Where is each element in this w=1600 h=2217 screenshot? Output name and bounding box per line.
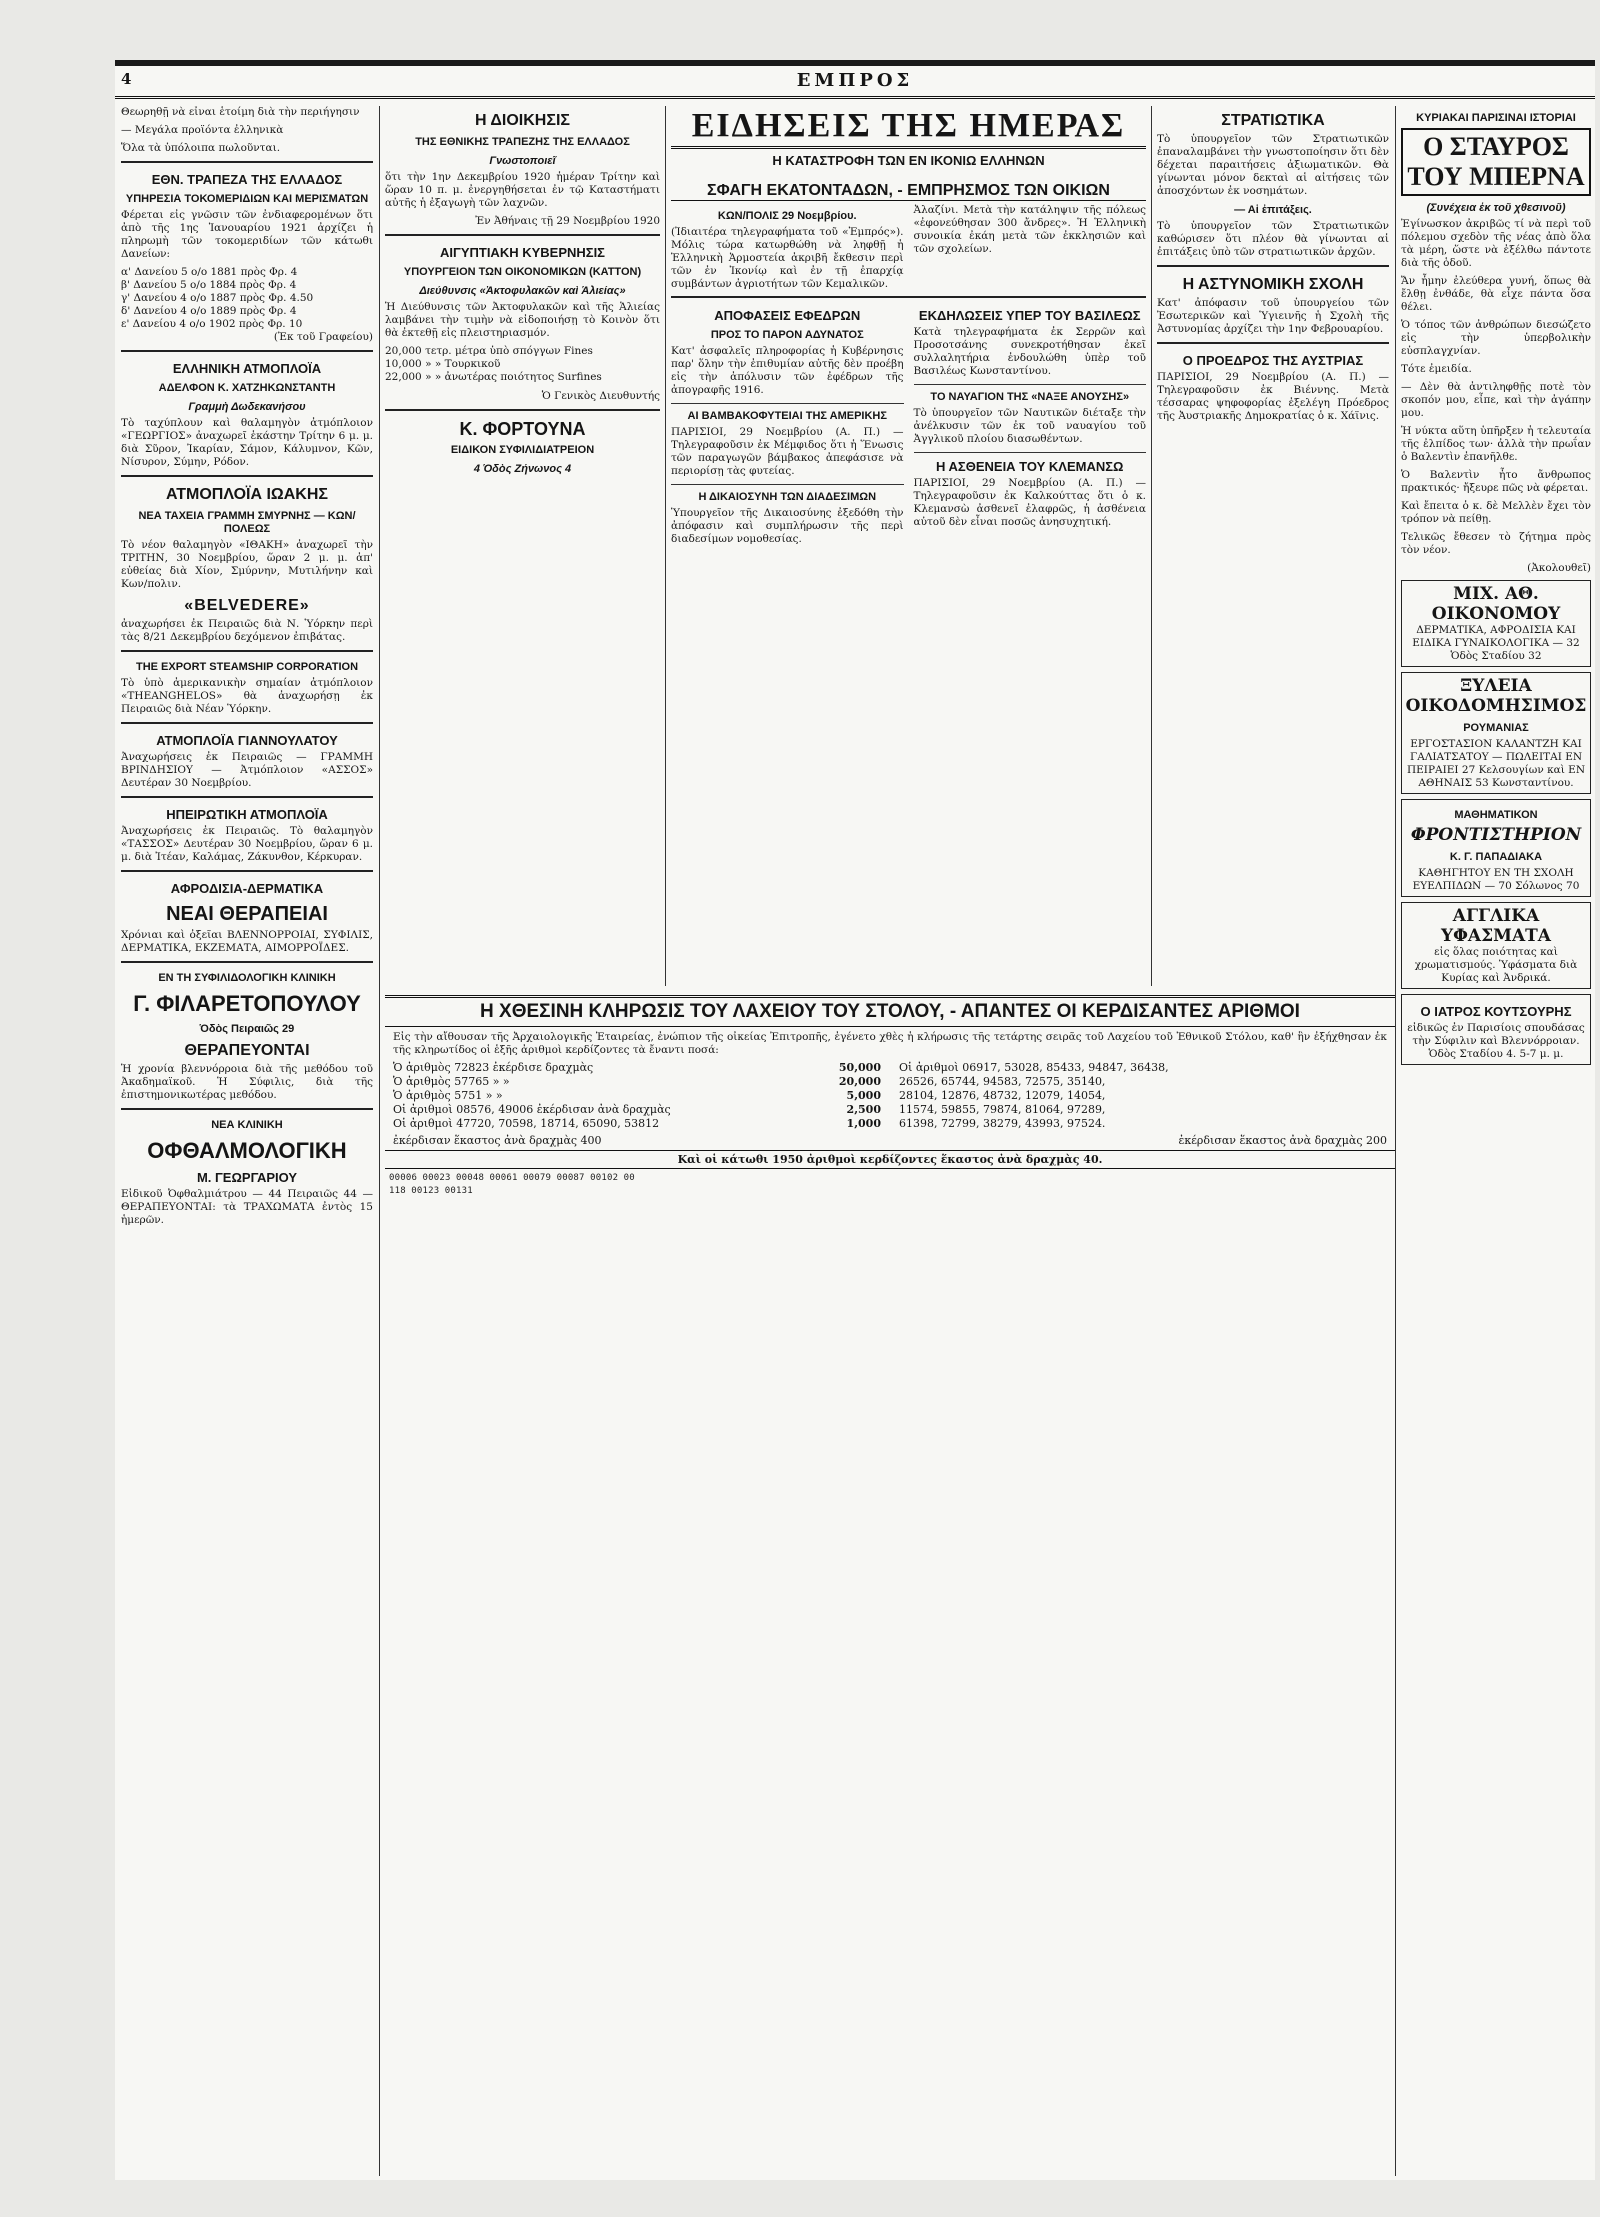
ad-wood — [1401, 672, 1591, 794]
ioakis-subtitle: ΝΕΑ ΤΑΧΕΙΑ ΓΡΑΜΜΗ ΣΜΥΡΝΗΣ — ΚΩΝ/ΠΟΛΕΩΣ — [138, 510, 356, 535]
newspaper-name: ΕΜΠΡΟΣ — [796, 70, 914, 91]
serial-paragraph: — Δὲν θὰ ἀντιληφθῇς ποτὲ τὸν σκοπόν μου, εἶπε, καὶ τὴν ἀγάπην μου. — [1401, 381, 1591, 419]
ad-math — [1401, 799, 1591, 897]
export-title: THE EXPORT STEAMSHIP CORPORATION — [135, 661, 359, 673]
egypt-list-item: 20,000 τετρ. μέτρα ὑπὸ σπόγγων Fines — [385, 345, 593, 357]
bank-title: ΕΘΝ. ΤΡΑΠΕΖΑ ΤΗΣ ΕΛΛΑΔΟΣ — [151, 172, 343, 187]
newspaper-page — [115, 60, 1595, 2180]
kleman-text: ΠΑΡΙΣΙΟΙ, 29 Νοεμβρίου (Α. Π.) — Τηλεγραφοῦσιν ἐκ Καλκούττας ὅτι ὁ κ. Κλεμανσὼ ἀσθενεῖ ἐλαφρῶς, ἡ ἀσθένεια αὐτοῦ δὲν εἶναι ποσῶς ἀνησυχητική. — [913, 477, 1146, 528]
doctor-text: εἰδικῶς ἐν Παρισίοις σπουδάσας τὴν Σύφιλιν καὶ Βλεννόρροιαν. Ὁδὸς Σταδίου 4. 5-7 μ. μ. — [1407, 1022, 1585, 1060]
strat-text: Τὸ ὑπουργεῖον τῶν Στρατιωτικῶν ἐπαναλαμβάνει τὴν γνωστοποίησιν ὅτι δὲν δέχεται παραιτήσεις ἀξιωματικῶν. Θὰ γίνωνται μόνον δεκταὶ αἱ αἰτήσεις τῶν ἀποσχόντων ἐκ νοσημάτων. — [1157, 133, 1389, 197]
doctor-title: Ο ΙΑΤΡΟΣ ΚΟΥΤΣΟΥΡΗΣ — [1420, 1004, 1572, 1019]
row-400: ἐκέρδισαν ἕκαστος ἀνὰ δραχμὰς 400 — [393, 1134, 602, 1147]
bank-list-item: δ' Δανείου 4 ο/ο 1889 πρὸς Φρ. 4 — [121, 305, 297, 317]
column-rule — [1395, 106, 1396, 2176]
math-text: ΚΑΘΗΓΗΤΟΥ ΕΝ ΤΗ ΣΧΟΛΗ ΕΥΕΛΠΙΔΩΝ — 70 Σόλωνος 70 — [1412, 867, 1580, 892]
justice-text: Ὑπουργεῖον τῆς Δικαιοσύνης ἐξεδόθη τὴν ἀπόφασιν καὶ συμπλήρωσιν τῆς περὶ διαδεσίμων νομοθεσίας. — [671, 507, 904, 545]
wood-subtitle: ΡΟΥΜΑΝΙΑΣ — [1463, 722, 1529, 734]
serial-paragraph: Ὁ Βαλεντὶν ἦτο ἄνθρωπος πρακτικός· ἤξευρε πῶς νὰ φέρεται. — [1401, 469, 1591, 494]
ophth-text: Εἰδικοῦ Ὀφθαλμιάτρου — 44 Πειραιῶς 44 — ΘΕΡΑΠΕΥΟΝΤΑΙ: τὰ ΤΡΑΧΩΜΑΤΑ ἐντὸς 15 ἡμερῶν. — [121, 1188, 373, 1226]
winning-numbers-grid — [389, 1172, 1391, 2072]
serial-head: ΚΥΡΙΑΚΑΙ ΠΑΡΙΣΙΝΑΙ ΙΣΤΟΡΙΑΙ — [1416, 112, 1576, 124]
column-2 — [385, 106, 660, 986]
serial-paragraph: Καὶ ἔπειτα ὁ κ. δὲ Μελλὲν ἔχει τὸν τρόπον νὰ πείθῃ. — [1401, 500, 1591, 525]
admin-head: Γνωστοποιεῖ — [489, 155, 556, 167]
slaughter-text: (Ἰδιαιτέρα τηλεγραφήματα τοῦ «Ἐμπρός»). Μόλις τώρα κατωρθώθη νὰ ληφθῇ ἡ Ἑλληνικὴ Ἁρμοστεία ἀκριβῆ ἔκθεσιν περὶ τῶν ἐν Ἰκονίῳ καὶ ἐν τῇ ἐπαρχίᾳ συμβάντων ἀγριοτήτων τῶν Κεμαλικῶν. — [671, 226, 904, 290]
clinic-name: Γ. ΦΙΛΑΡΕΤΟΠΟΥΛΟΥ — [133, 991, 361, 1016]
prize-row: Ὁ ἀριθμὸς 72823 ἐκέρδισε δραχμὰς 50,000 — [393, 1061, 881, 1074]
serial-paragraph: Ὁ τόπος τῶν ἀνθρώπων διεσώζετο εἰς τὴν ὑπερβολικὴν εὐσπλαγχνίαν. — [1401, 319, 1591, 357]
masthead — [115, 68, 1595, 99]
oik-text: ΔΕΡΜΑΤΙΚΑ, ΑΦΡΟΔΙΣΙΑ ΚΑΙ ΕΙΔΙΚΑ ΓΥΝΑΙΚΟΛΟΓΙΚΑ — 32 Ὁδὸς Σταδίου 32 — [1412, 624, 1580, 662]
fabric-title: ΑΓΓΛΙΚΑ ΥΦΑΣΜΑΤΑ — [1440, 906, 1551, 946]
intro-line: — Μεγάλα προϊόντα ἐλληνικὰ — [121, 124, 284, 136]
strat-text-2: Τὸ ὑπουργεῖον τῶν Στρατιωτικῶν καθώρισεν ὅτι πλέον θὰ γίνωνται αἱ ἐπιτάξεις ὑπὸ τῶν στρατιωτικῶν ἀρχῶν. — [1157, 220, 1389, 258]
clinic-text: Ἡ χρονία βλεννόρροια διὰ τῆς μεθόδου τοῦ Ἀκαδημαϊκοῦ. Ἡ Σύφιλις, διὰ τῆς ἐπιστημονικωτέρας μεθόδου. — [121, 1063, 373, 1101]
serial-continued: (Συνέχεια ἐκ τοῦ χθεσινοῦ) — [1426, 202, 1566, 214]
grid-number: 00131 — [444, 1185, 473, 1196]
clinic-address: Ὁδὸς Πειραιῶς 29 — [199, 1023, 295, 1035]
prize-number-line: 61398, 72799, 38279, 43993, 97524. — [899, 1117, 1106, 1130]
fortouna-subtitle: ΕΙΔΙΚΟΝ ΣΥΦΙΛΙΔΙΑΤΡΕΙΟΝ — [450, 444, 595, 456]
intro-line: Ὅλα τὰ ὑπόλοιπα πωλοῦνται. — [121, 142, 281, 154]
grid-number: 00079 — [523, 1173, 552, 1183]
decisions-text: Κατ' ἀσφαλεῖς πληροφορίας ἡ Κυβέρνησις παρ' ὅλην τὴν ἐπιθυμίαν αὐτῆς δὲν προέβη εἰς τὴν ἀπόλυσιν τῶν ἐφέδρων τῆς ἀπογραφῆς 1916. — [671, 345, 904, 396]
ipirot-title: ΗΠΕΙΡΩΤΙΚΗ ΑΤΜΟΠΛΟΪΑ — [166, 807, 328, 822]
strat-head: — Αἱ ἐπιτάξεις. — [1234, 204, 1312, 216]
column-rule — [665, 106, 666, 986]
news-banner-title: ΕΙΔΗΣΕΙΣ ΤΗΣ ΗΜΕΡΑΣ — [671, 106, 1146, 149]
giannoul-title: ΑΤΜΟΠΛΟΪΑ ΓΙΑΝΝΟΥΛΑΤΟΥ — [156, 733, 338, 748]
serial-paragraph: Ἄν ἦμην ἐλεύθερα γυνή, ὅπως θὰ ἔλθῃ ἐνθάδε, θὰ εἶχε πάντα ὅσα θέλει. — [1401, 275, 1591, 313]
wood-text: ΕΡΓΟΣΤΑΣΙΟΝ ΚΑΛΑΝΤΖΗ ΚΑΙ ΓΑΛΙΑΤΣΑΤΟΥ — ΠΩΛΕΙΤΑΙ ΕΝ ΠΕΙΡΑΙΕΙ 27 Κελσουγίων καὶ ΕΝ ΑΘΗΝΑΙΣ 53 Κωνσταντίνου. — [1406, 738, 1586, 789]
prize-left — [393, 1061, 881, 1131]
column-rule — [1151, 106, 1152, 986]
prize-row: Ὁ ἀριθμὸς 5751 » » 5,000 — [393, 1089, 881, 1102]
prize-number-line: 11574, 59855, 79874, 81064, 97289, — [899, 1103, 1106, 1116]
justice-title: Η ΔΙΚΑΙΟΣΥΝΗ ΤΩΝ ΔΙΑΔΕΣΙΜΩΝ — [698, 491, 877, 503]
bank-note: (Ἐκ τοῦ Γραφείου) — [273, 331, 373, 343]
serial-paragraph: Ἡ νύκτα αὕτη ὑπῆρξεν ἡ τελευταία τῆς ἐλπίδος των· ἀλλὰ τὴν πρωΐαν ὁ Βαλεντὶν ἐπανῆλθε. — [1401, 425, 1591, 463]
slaughter-date: ΚΩΝ/ΠΟΛΙΣ 29 Νοεμβρίου. — [717, 210, 857, 222]
intro-line: Θεωρηθῇ νὰ εἶναι ἑτοίμη διὰ τὴν περιήγησιν — [121, 106, 360, 118]
admin-title: Η ΔΙΟΙΚΗΣΙΣ — [475, 112, 570, 129]
column-1 — [121, 106, 373, 2176]
admin-date: Ἐν Ἀθήναις τῇ 29 Νοεμβρίου 1920 — [475, 215, 660, 227]
news-banner — [671, 106, 1146, 170]
police-title: Η ΑΣΤΥΝΟΜΙΚΗ ΣΧΟΛΗ — [1182, 276, 1364, 293]
column-3 — [671, 176, 1146, 986]
prize-row: Οἱ ἀριθμοὶ 47720, 70598, 18714, 65090, 53812 1,000 — [393, 1117, 881, 1130]
fortouna-address: 4 Ὁδὸς Ζήνωνος 4 — [473, 463, 572, 475]
serial-paragraph: Τελικῶς ἔθεσεν τὸ ζήτημα πρὸς τὸν νέον. — [1401, 531, 1591, 556]
grid-number: 00123 — [411, 1185, 440, 1196]
ipirot-text: Ἀναχωρήσεις ἐκ Πειραιῶς. Τὸ θαλαμηγὸν «ΤΑΣΣΟΣ» Δευτέραν 30 Νοεμβρίου, ὥραν 6 μ. μ. διὰ Ἰτέαν, Καλάμας, Ζάκυνθον, Κέρκυραν. — [121, 825, 373, 863]
prize-number-line: 28104, 12876, 48732, 12079, 14054, — [899, 1089, 1106, 1102]
serial-paragraph: Ἐγίνωσκον ἀκριβῶς τί νὰ περὶ τοῦ πόλεμου σχεδὸν τῆς νέας ἀπὸ ὅλα τὰ μέρη, ὥστε νὰ ἐξέλθω πάντοτε διὰ τῆς ὁδοῦ. — [1401, 218, 1591, 269]
column-4 — [1157, 106, 1389, 986]
bank-list-item: γ' Δανείου 4 ο/ο 1887 πρὸς Φρ. 4.50 — [121, 292, 314, 304]
grid-number: 00102 — [590, 1173, 619, 1183]
slaughter-title: ΣΦΑΓΗ ΕΚΑΤΟΝΤΑΔΩΝ, - ΕΜΠΡΗΣΜΟΣ ΤΩΝ ΟΙΚΙΩΝ — [671, 182, 1146, 201]
ellen-subtitle: ΑΔΕΛΦΟΝ Κ. ΧΑΤΖΗΚΩΝΣΤΑΝΤΗ — [158, 382, 336, 394]
ioakis-title: ΑΤΜΟΠΛΟΪΑ ΙΩΑΚΗΣ — [166, 486, 328, 503]
aphrod-text: Χρόνιαι καὶ ὀξεῖαι ΒΛΕΝΝΟΡΡΟΙΑΙ, ΣΥΦΙΛΙΣ, ΔΕΡΜΑΤΙΚΑ, ΕΚΖΕΜΑΤΑ, ΑΙΜΟΡΡΟΪΔΕΣ. — [121, 929, 373, 954]
export-text: Τὸ ὑπὸ ἀμερικανικὴν σημαίαν ἀτμόπλοιον «THEANGHELOS» θὰ ἀναχωρήσῃ ἐκ Πειραιῶς διὰ Νέαν Ὑόρκην. — [121, 677, 373, 715]
oik-name: ΜΙΧ. ΑΘ. ΟΙΚΟΝΟΜΟΥ — [1431, 584, 1561, 624]
lottery-bar: Καὶ οἱ κάτωθι 1950 ἀριθμοὶ κερδίζοντες ἕκαστος ἀνὰ δραχμὰς 40. — [385, 1150, 1395, 1169]
bank-list-item: α' Δανείου 5 ο/ο 1881 πρὸς Φρ. 4 — [121, 266, 298, 278]
serial-paragraph: Τότε ἐμειδία. — [1401, 363, 1472, 375]
grid-number: 00048 — [456, 1173, 485, 1183]
prize-row: Οἱ ἀριθμοὶ 08576, 49006 ἐκέρδισαν ἀνὰ δραχμὰς 2,500 — [393, 1103, 881, 1116]
clinic-headline: ΘΕΡΑΠΕΥΟΝΤΑΙ — [184, 1042, 310, 1059]
math-name: Κ. Γ. ΠΑΠΑΔΙΑΚΑ — [1449, 851, 1543, 863]
decisions-subtitle: ΠΡΟΣ ΤΟ ΠΑΡΟΝ ΑΔΥΝΑΤΟΣ — [710, 329, 864, 341]
prize-number-line: Οἱ ἀριθμοὶ 06917, 53028, 85433, 94847, 36438, — [899, 1061, 1169, 1074]
egypt-text: Ἡ Διεύθυνσις τῶν Ἀκτοφυλακῶν καὶ τῆς Ἁλιείας λαμβάνει τὴν τιμὴν νὰ εἰδοποιήσῃ τὸ Κοινὸν ὅτι θὰ ἐκτεθῇ εἰς πλειστηριασμόν. — [385, 301, 660, 339]
bank-list-item: ε' Δανείου 4 ο/ο 1902 πρὸς Φρ. 10 — [121, 318, 303, 330]
fortouna-name: Κ. ΦΟΡΤΟΥΝΑ — [459, 419, 586, 439]
lottery-section — [385, 995, 1395, 2175]
ellen-line: Γραμμὴ Δωδεκανήσου — [188, 401, 306, 413]
fabric-text: εἰς ὅλας ποιότητας καὶ χρωματισμούς. Ὑφάσματα διὰ Κυρίας καὶ Ἀνδρικά. — [1414, 946, 1578, 984]
grid-number: 00118 — [389, 1173, 635, 1196]
page-number: 4 — [121, 70, 132, 88]
aphrod-title: ΑΦΡΟΔΙΣΙΑ-ΔΕΡΜΑΤΙΚΑ — [170, 881, 324, 896]
news-banner-subtitle: Η ΚΑΤΑΣΤΡΟΦΗ ΤΩΝ ΕΝ ΙΚΟΝΙΩ ΕΛΛΗΝΩΝ — [772, 153, 1045, 168]
prize-right — [899, 1061, 1387, 1131]
kleman-title: Η ΑΣΘΕΝΕΙΑ ΤΟΥ ΚΛΕΜΑΝΣΩ — [936, 459, 1124, 474]
grid-number: 00023 — [422, 1173, 451, 1183]
scan-edge — [115, 60, 1595, 66]
giannoul-text: Ἀναχωρήσεις ἐκ Πειραιῶς — ΓΡΑΜΜΗ ΒΡΙΝΔΗΣΙΟΥ — Ἀτμόπλοιον «ΑΣΣΟΣ» Δευτέραν 30 Νοεμβρίου. — [121, 751, 373, 789]
cotton-text: ΠΑΡΙΣΙΟΙ, 29 Νοεμβρίου (Α. Π.) — Τηλεγραφοῦσιν ἐκ Μέμφιδος ὅτι ἡ Ἕνωσις τῶν παραγωγῶν βάμβακος ἀπεφάσισε νὰ περιορίσῃ τὰς φυτείας. — [671, 426, 904, 477]
bank-subtitle: ΥΠΗΡΕΣΙΑ ΤΟΚΟΜΕΡΙΔΙΩΝ ΚΑΙ ΜΕΡΙΣΜΑΤΩΝ — [125, 193, 369, 205]
bank-text: Φέρεται εἰς γνῶσιν τῶν ἐνδιαφερομένων ὅτι ἀπὸ τῆς 1ης Ἰανουαρίου 1921 ἀρχίζει ἡ πληρωμὴ τῶν τοκομεριδίων τῶν κάτωθι Δανείων: — [121, 209, 373, 260]
column-rule — [379, 106, 380, 2176]
ophth-headline: ΟΦΘΑΛΜΟΛΟΓΙΚΗ — [147, 1138, 347, 1163]
egypt-title: ΑΙΓΥΠΤΙΑΚΗ ΚΥΒΕΡΝΗΣΙΣ — [440, 245, 605, 260]
prize-number-line: 26526, 65744, 94583, 72575, 35140, — [899, 1075, 1106, 1088]
slaughter-text-2: Ἀλαζίνι. Μετὰ τὴν κατάληψιν τῆς πόλεως «ἐφονεύθησαν 300 ἄνδρες». Ἡ Ἑλληνικὴ συνοικία ἐκάη μετὰ τῶν ἐκκλησιῶν καὶ τῶν σχολείων. — [913, 204, 1146, 255]
ophth-name: Μ. ΓΕΩΡΓΑΡΙΟΥ — [196, 1170, 298, 1185]
belvedere-text: ἀναχωρήσει ἐκ Πειραιῶς διὰ Ν. Ὑόρκην περὶ τὰς 8/21 Δεκεμβρίου δεχόμενον ἐπιβάτας. — [121, 618, 373, 643]
aphrod-headline: ΝΕΑΙ ΘΕΡΑΠΕΙΑΙ — [166, 903, 328, 925]
egypt-sign: Ὁ Γενικὸς Διευθυντής — [541, 390, 660, 402]
navy-text: Τὸ ὑπουργεῖον τῶν Ναυτικῶν διέταξε τὴν ἀνέλκυσιν τῶν ἐκ τοῦ ναυαγίου τοῦ Ἀγγλικοῦ πλοίου διασωθέντων. — [913, 407, 1146, 445]
prize-table — [393, 1061, 1387, 1131]
egypt-head: Διεύθυνσις «Ἀκτοφυλακῶν καὶ Ἁλιείας» — [419, 285, 626, 297]
grid-number: 00006 — [389, 1173, 418, 1183]
admin-text: ὅτι τὴν 1ην Δεκεμβρίου 1920 ἡμέραν Τρίτην καὶ ὥραν 10 π. μ. ἐνεργηθήσεται ἐν τῷ Καταστήματι αὐτῆς ἡ ἐξαγωγὴ τῶν λαχνῶν. — [385, 171, 660, 209]
prize-row: Ὁ ἀριθμὸς 57765 » » 20,000 — [393, 1075, 881, 1088]
deleg-title: ΕΚΔΗΛΩΣΕΙΣ ΥΠΕΡ ΤΟΥ ΒΑΣΙΛΕΩΣ — [918, 308, 1141, 323]
strat-title: ΣΤΡΑΤΙΩΤΙΚΑ — [1221, 112, 1325, 129]
lottery-intro: Εἰς τὴν αἴθουσαν τῆς Ἀρχαιολογικῆς Ἑταιρείας, ἐνώπιον τῆς οἰκείας Ἐπιτροπῆς, ἐγένετο χθὲς ἡ κλήρωσις τῆς τετάρτης σειρᾶς τοῦ Λαχείου τοῦ Ἐθνικοῦ Στόλου, καθ' ἣν ἐξήχθησαν ἐκ τῆς κληρωτίδος οἱ ἑξῆς ἀριθμοὶ κερδίζοντες τὰ ἔναντι ποσά: — [393, 1031, 1387, 1056]
prize-subtotals — [393, 1134, 1387, 1147]
deleg-text: Κατὰ τηλεγραφήματα ἐκ Σερρῶν καὶ Προσοτσάνης συνεκροτήθησαν ἐκεῖ συλλαλητήρια ἐνδουλώθη ὑπὲρ τοῦ Βασιλέως Κωνσταντίνου. — [913, 326, 1146, 377]
ad-oikonomou — [1401, 580, 1591, 667]
ellen-text: Τὸ ταχύπλουν καὶ θαλαμηγὸν ἀτμόπλοιον «ΓΕΩΡΓΙΟΣ» ἀναχωρεῖ ἑκάστην Τρίτην 6 μ. μ. διὰ Σῦρον, Ἰκαρίαν, Σάμον, Κάλυμνον, Κῶν, Νίσυρον, Σύμην, Ρόδον. — [121, 417, 373, 468]
grid-number: 00061 — [489, 1173, 518, 1183]
egypt-list-item: 22,000 » » ἀνωτέρας ποιότητος Surfines — [385, 371, 602, 383]
ellen-title: ΕΛΛΗΝΙΚΗ ΑΤΜΟΠΛΟΪΑ — [172, 361, 322, 376]
row-200: ἐκέρδισαν ἕκαστος ἀνὰ δραχμὰς 200 — [1178, 1134, 1387, 1147]
austria-text: ΠΑΡΙΣΙΟΙ, 29 Νοεμβρίου (Α. Π.) — Τηλεγραφοῦσιν ἐκ Βιέννης. Μετὰ τέσσαρας ψηφοφορίας ἐξελέγη Πρόεδρος τῆς Ἀυστριακῆς Δημοκρατίας ὁ κ. Χάϊνις. — [1157, 371, 1389, 422]
admin-subtitle: ΤΗΣ ΕΘΝΙΚΗΣ ΤΡΑΠΕΖΗΣ ΤΗΣ ΕΛΛΑΔΟΣ — [415, 136, 630, 148]
column-5 — [1401, 106, 1591, 2176]
ad-fabric — [1401, 902, 1591, 989]
serial-title: Ο ΣΤΑΥΡΟΣ ΤΟΥ ΜΠΕΡΝΑ — [1401, 128, 1591, 196]
cotton-title: ΑΙ ΒΑΜΒΑΚΟΦΥΤΕΙΑΙ ΤΗΣ ΑΜΕΡΙΚΗΣ — [687, 410, 887, 422]
austria-title: Ο ΠΡΟΕΔΡΟΣ ΤΗΣ ΑΥΣΤΡΙΑΣ — [1182, 353, 1364, 368]
ioakis-text: Τὸ νέον θαλαμηγὸν «ΙΘΑΚΗ» ἀναχωρεῖ τὴν ΤΡΙΤΗΝ, 30 Νοεμβρίου, ὥραν 2 μ. μ. ἀπ' εὐθείας διὰ Χίον, Σμύρνην, Μυτιλήνην καὶ Κων/πολιν. — [121, 539, 373, 590]
egypt-subtitle: ΥΠΟΥΡΓΕΙΟΝ ΤΩΝ ΟΙΚΟΝΟΜΙΚΩΝ (ΚΑΤΤΟΝ) — [403, 266, 642, 278]
math-headline: ΦΡΟΝΤΙΣΤΗΡΙΟΝ — [1410, 825, 1582, 845]
navy-title: ΤΟ ΝΑΥΑΓΙΟΝ ΤΗΣ «ΝΑΞΕ ΑΝΟΥΣΗΣ» — [930, 391, 1130, 403]
lottery-title: Η ΧΘΕΣΙΝΗ ΚΛΗΡΩΣΙΣ ΤΟΥ ΛΑΧΕΙΟΥ ΤΟΥ ΣΤΟΛΟΥ, - ΑΠΑΝΤΕΣ ΟΙ ΚΕΡΔΙΣΑΝΤΕΣ ΑΡΙΘΜΟΙ — [385, 995, 1395, 1027]
belvedere-title: «BELVEDERE» — [184, 597, 310, 614]
ophth-title: ΝΕΑ ΚΛΙΝΙΚΗ — [211, 1119, 283, 1131]
grid-number: 00087 — [556, 1173, 585, 1183]
decisions-title: ΑΠΟΦΑΣΕΙΣ ΕΦΕΔΡΩΝ — [714, 308, 861, 323]
wood-title: ΞΥΛΕΙΑ ΟΙΚΟΔΟΜΗΣΙΜΟΣ — [1405, 676, 1587, 716]
police-text: Κατ' ἀπόφασιν τοῦ ὑπουργείου τῶν Ἐσωτερικῶν καὶ Ὑγιεινῆς ἡ Σχολὴ τῆς Ἀστυνομίας ἀρχίζει τὴν 1ην Φεβρουαρίου. — [1157, 297, 1389, 335]
egypt-list-item: 10,000 » » Τουρκικοῦ — [385, 358, 501, 370]
serial-more: (Ἀκολουθεῖ) — [1527, 562, 1591, 574]
math-title: ΜΑΘΗΜΑΤΙΚΟΝ — [1454, 809, 1538, 821]
bank-list-item: β' Δανείου 5 ο/ο 1884 πρὸς Φρ. 4 — [121, 279, 297, 291]
ad-doctor — [1401, 994, 1591, 1065]
clinic-title: ΕΝ ΤΗ ΣΥΦΙΛΙΔΟΛΟΓΙΚΗ ΚΛΙΝΙΚΗ — [158, 972, 336, 984]
